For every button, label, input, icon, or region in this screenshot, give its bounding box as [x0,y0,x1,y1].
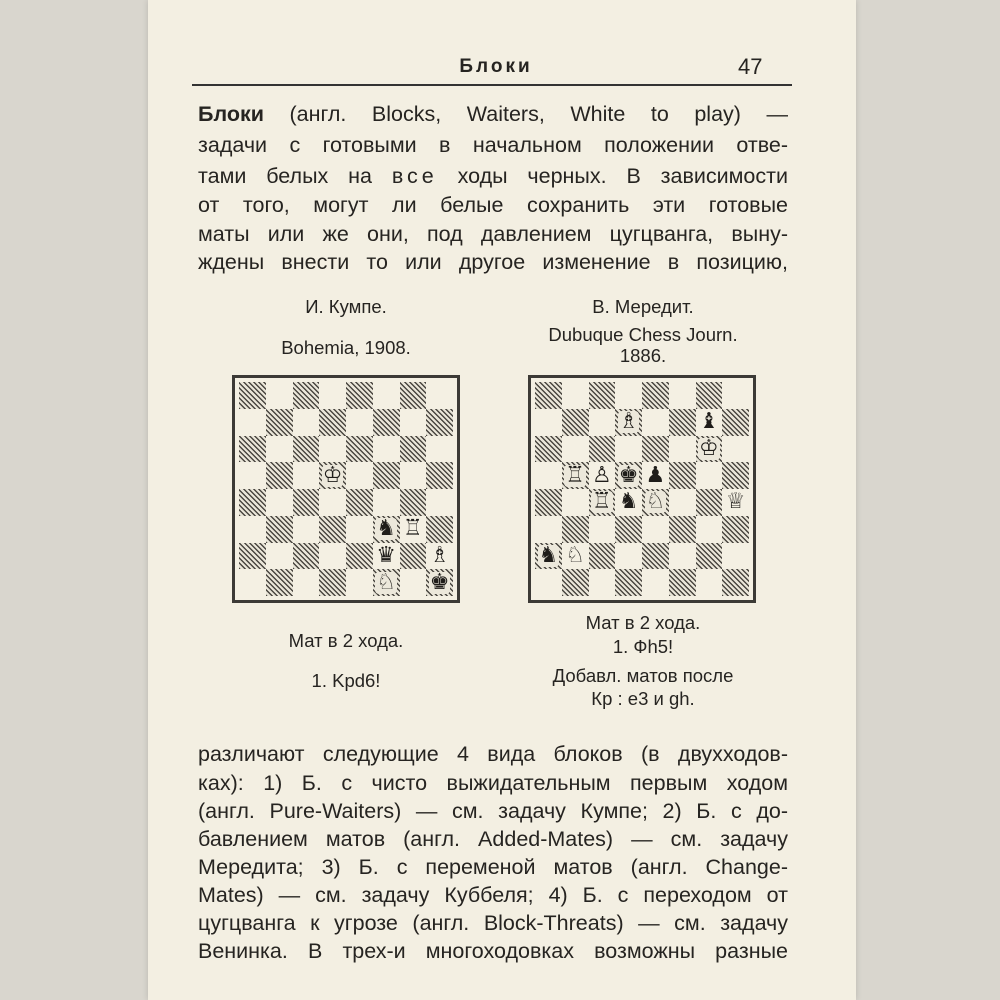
problem-1-task: Мат в 2 хода. [288,630,404,651]
square-h7 [426,409,453,436]
chess-piece: ♘ [645,489,666,515]
square-g8 [400,382,427,409]
chess-piece: ♖ [565,462,585,488]
chess-piece: ♔ [322,462,343,488]
square-b5 [562,462,589,489]
square-h4 [426,489,453,516]
square-g3 [400,516,427,543]
square-e5 [346,462,373,489]
square-a8 [535,382,562,409]
body-line-8: Венинка. В трех-и многоходовках возможны разные [198,939,788,963]
square-e6 [346,436,373,463]
square-d8 [319,382,346,409]
chess-piece: ♞ [618,489,639,515]
intro-line-1 [198,100,788,128]
problem-2-author: В. Мередит. [592,296,694,317]
square-c7 [589,409,616,436]
square-e2 [346,543,373,570]
square-g1 [400,569,427,596]
square-e6 [642,436,669,463]
running-title: Блоки [459,56,533,77]
square-c8 [589,382,616,409]
intro-line-2: задачи с готовыми в начальном положении отве- [198,133,788,157]
square-h5 [722,462,749,489]
problem-2-board [528,375,756,603]
square-e1 [346,569,373,596]
square-f6 [669,436,696,463]
square-b2 [562,543,589,570]
square-f3 [373,516,400,543]
square-d4 [615,489,642,516]
square-f8 [373,382,400,409]
square-g7 [696,409,723,436]
square-c5 [293,462,320,489]
square-a4 [239,489,266,516]
problem-2-note-2: Кр : e3 и gh. [591,688,695,709]
square-h1 [426,569,453,596]
square-g7 [400,409,427,436]
square-a6 [535,436,562,463]
intro-line-3 [198,162,788,190]
book-page [148,0,856,1000]
square-e4 [642,489,669,516]
square-f7 [669,409,696,436]
square-d4 [319,489,346,516]
chess-piece: ♗ [429,542,450,568]
square-f5 [669,462,696,489]
square-g2 [696,543,723,570]
square-a1 [535,569,562,596]
problem-1-board [232,375,460,603]
header-rule [192,84,792,86]
square-b8 [562,382,589,409]
problem-1-board-grid [239,382,453,596]
square-d1 [319,569,346,596]
square-c2 [293,543,320,570]
problem-1-source: Bohemia, 1908. [281,337,411,358]
square-e7 [642,409,669,436]
square-b6 [266,436,293,463]
square-a6 [239,436,266,463]
square-h2 [426,543,453,570]
square-h6 [722,436,749,463]
square-c4 [589,489,616,516]
square-a2 [535,543,562,570]
intro-line-4: от того, могут ли белые сохранить эти готовые [198,193,788,217]
square-b3 [266,516,293,543]
square-a1 [239,569,266,596]
square-d3 [615,516,642,543]
square-f3 [669,516,696,543]
square-f7 [373,409,400,436]
body-line-7: цугцванга к угрозе (англ. Block-Threats) — см. задачу [198,911,788,935]
problem-2-task: Мат в 2 хода. [585,612,701,633]
square-c5 [589,462,616,489]
square-b1 [562,569,589,596]
intro-line-5: маты или же они, под давлением цугцванга, выну- [198,222,788,246]
square-f5 [373,462,400,489]
chess-piece: ♞ [538,542,559,568]
square-a3 [535,516,562,543]
square-d2 [615,543,642,570]
chess-piece: ♘ [565,542,585,568]
square-c1 [589,569,616,596]
intro-line-3-emphasis: все [391,164,438,188]
square-b2 [266,543,293,570]
chess-piece: ♝ [699,409,719,435]
chess-piece: ♗ [618,409,639,435]
intro-line-6: ждены внести то или другое изменение в позицию, [198,250,788,274]
chess-piece: ♘ [376,569,396,595]
square-h8 [426,382,453,409]
intro-line-3-pre: тами белых на [198,164,392,188]
square-a2 [239,543,266,570]
square-c1 [293,569,320,596]
chess-piece: ♚ [429,569,450,595]
square-h5 [426,462,453,489]
square-a7 [535,409,562,436]
problem-2-source-year: 1886. [619,345,667,366]
square-c8 [293,382,320,409]
square-d5 [615,462,642,489]
square-c3 [589,516,616,543]
square-h2 [722,543,749,570]
square-g4 [400,489,427,516]
chess-piece: ♔ [699,435,719,461]
chess-piece: ♖ [403,516,423,542]
square-e2 [642,543,669,570]
square-g6 [400,436,427,463]
square-b8 [266,382,293,409]
square-h3 [426,516,453,543]
square-e3 [346,516,373,543]
square-a4 [535,489,562,516]
square-d7 [615,409,642,436]
square-h8 [722,382,749,409]
body-line-5: Мередита; 3) Б. с переменой матов (англ. Change- [198,855,788,879]
square-g5 [696,462,723,489]
problem-1-author: И. Кумпе. [305,296,387,317]
problem-1-solution: 1. Kpd6! [311,670,381,691]
square-g3 [696,516,723,543]
square-f2 [373,543,400,570]
square-a5 [535,462,562,489]
square-a7 [239,409,266,436]
body-line-6: Mates) — см. задачу Куббеля; 4) Б. с переходом от [198,883,788,907]
square-g4 [696,489,723,516]
chess-piece: ♙ [592,462,612,488]
square-d6 [319,436,346,463]
term-heading: Блоки [198,102,264,126]
square-g5 [400,462,427,489]
square-h1 [722,569,749,596]
intro-line-1-rest: (англ. Blocks, Waiters, White to play) — [263,102,788,126]
square-f8 [669,382,696,409]
square-e5 [642,462,669,489]
problem-2-source: Dubuque Chess Journ. [548,324,738,345]
square-b4 [266,489,293,516]
square-d3 [319,516,346,543]
problem-2-solution: 1. Фh5! [612,636,674,657]
body-line-3: (англ. Pure-Waiters) — см. задачу Кумпе; 2) Б. с до- [198,799,788,823]
square-e3 [642,516,669,543]
chess-piece: ♟ [645,462,666,488]
square-f4 [373,489,400,516]
square-c2 [589,543,616,570]
chess-piece: ♕ [725,489,746,515]
square-h6 [426,436,453,463]
problem-2-board-grid [535,382,749,596]
square-e1 [642,569,669,596]
square-b6 [562,436,589,463]
square-d8 [615,382,642,409]
square-b3 [562,516,589,543]
square-h7 [722,409,749,436]
body-line-4: бавлением матов (англ. Added-Mates) — см. задачу [198,827,788,851]
square-b7 [266,409,293,436]
square-f6 [373,436,400,463]
square-d1 [615,569,642,596]
square-g8 [696,382,723,409]
square-g2 [400,543,427,570]
chess-piece: ♛ [376,542,396,568]
page-number: 47 [738,54,763,79]
square-h4 [722,489,749,516]
square-d7 [319,409,346,436]
square-f1 [373,569,400,596]
square-e8 [642,382,669,409]
square-c7 [293,409,320,436]
problem-2-note: Добавл. матов после [552,665,734,686]
square-b7 [562,409,589,436]
square-f1 [669,569,696,596]
square-c6 [589,436,616,463]
square-d2 [319,543,346,570]
square-f2 [669,543,696,570]
square-c3 [293,516,320,543]
intro-line-3-post: ходы черных. В зависимости [437,164,788,188]
chess-piece: ♞ [376,516,396,542]
square-e8 [346,382,373,409]
square-f4 [669,489,696,516]
square-b1 [266,569,293,596]
chess-piece: ♖ [592,489,612,515]
square-g1 [696,569,723,596]
square-d6 [615,436,642,463]
square-c6 [293,436,320,463]
square-b4 [562,489,589,516]
chess-piece: ♚ [618,462,639,488]
square-h3 [722,516,749,543]
square-e4 [346,489,373,516]
square-e7 [346,409,373,436]
square-a3 [239,516,266,543]
square-a8 [239,382,266,409]
square-d5 [319,462,346,489]
body-line-1: различают следующие 4 вида блоков (в двухходов- [198,742,788,766]
body-line-2: ках): 1) Б. с чисто выжидательным первым ходом [198,771,788,795]
square-b5 [266,462,293,489]
square-g6 [696,436,723,463]
square-a5 [239,462,266,489]
square-c4 [293,489,320,516]
